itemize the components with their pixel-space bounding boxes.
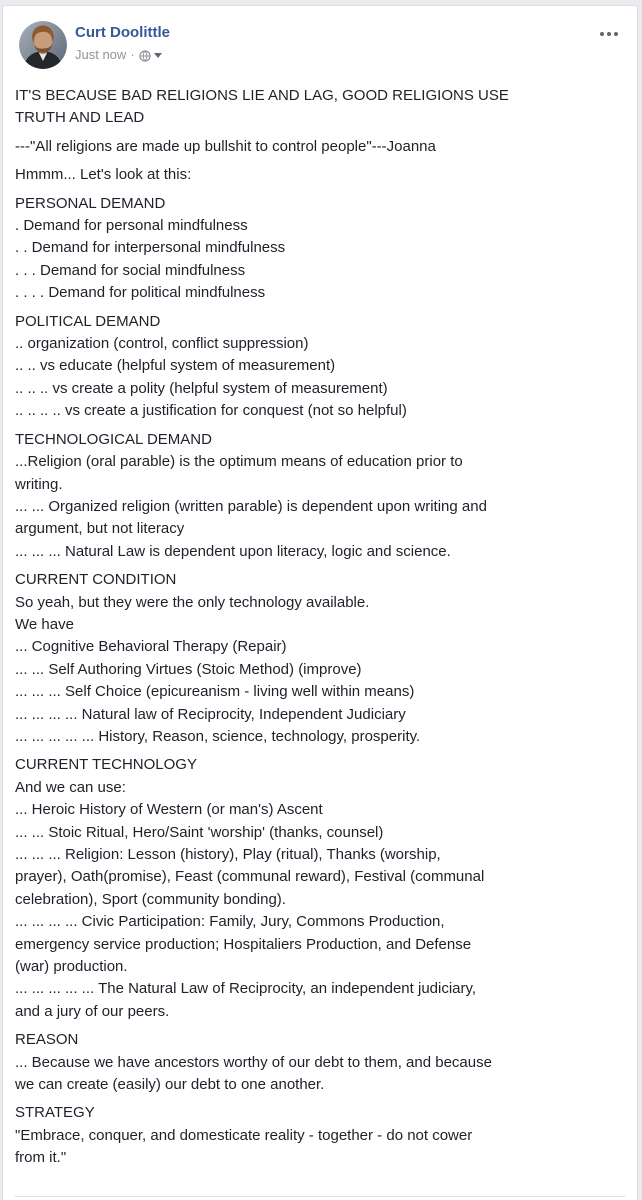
post-paragraph	[15, 1102, 624, 1169]
timestamp-link[interactable]: Just now	[75, 47, 127, 62]
post-line: . . Demand for interpersonal mindfulness	[15, 239, 286, 257]
post-line: from it."	[15, 1149, 67, 1167]
post-line: ... ... ... Natural Law is dependent upon literacy, logic and science.	[15, 542, 451, 560]
post-body	[3, 69, 637, 1170]
post-paragraph	[15, 136, 624, 158]
post-header	[3, 6, 637, 69]
post-line: (war) production.	[15, 958, 128, 976]
post-line: So yeah, but they were the only technology available.	[15, 593, 370, 611]
post-line: ... ... ... ... ... The Natural Law of Reciprocity, an independent judiciary,	[15, 980, 477, 998]
post-line: argument, but not literacy	[15, 520, 185, 538]
post-paragraph	[15, 569, 624, 748]
post-divider	[15, 1196, 625, 1197]
post-paragraph	[15, 429, 624, 563]
post-line: ... ... ... Self Choice (epicureanism - living well within means)	[15, 683, 415, 701]
post-line: And we can use:	[15, 778, 126, 796]
post-meta	[75, 46, 170, 63]
meta-separator: ·	[130, 47, 135, 62]
post-line: .. organization (control, conflict suppression)	[15, 335, 309, 353]
globe-icon	[139, 50, 151, 62]
post-line: ... ... ... ... Natural law of Reciprocity, Independent Judiciary	[15, 705, 406, 723]
post-line: ... ... Stoic Ritual, Hero/Saint 'worship' (thanks, counsel)	[15, 823, 384, 841]
post-line: ---"All religions are made up bullshit to control people"---Joanna	[15, 137, 436, 155]
ellipsis-icon[interactable]	[596, 28, 622, 40]
post-line: .. .. vs educate (helpful system of measurement)	[15, 357, 336, 375]
post-line: .. .. .. vs create a polity (helpful system of measurement)	[15, 379, 388, 397]
post-line: POLITICAL DEMAND	[15, 312, 161, 330]
post-line: STRATEGY	[15, 1104, 95, 1122]
post-line: and a jury of our peers.	[15, 1002, 170, 1020]
avatar[interactable]	[19, 21, 67, 69]
post-line: REASON	[15, 1031, 79, 1049]
post-paragraph	[15, 311, 624, 423]
post-line: ... Cognitive Behavioral Therapy (Repair)	[15, 638, 287, 656]
post-line: writing.	[15, 475, 63, 493]
post-line: ... ... ... ... Civic Participation: Family, Jury, Commons Production,	[15, 913, 445, 931]
post-line: .. .. .. .. vs create a justification for conquest (not so helpful)	[15, 402, 407, 420]
post-line: IT'S BECAUSE BAD RELIGIONS LIE AND LAG, GOOD RELIGIONS USE	[15, 87, 509, 104]
post-line: emergency service production; Hospitaliers Production, and Defense	[15, 935, 472, 953]
post-card	[2, 5, 638, 1200]
audience-selector[interactable]	[139, 49, 162, 61]
post-line: ... ... ... Religion: Lesson (history), Play (ritual), Thanks (worship,	[15, 846, 441, 863]
post-line: TRUTH AND LEAD	[15, 109, 145, 127]
header-text	[75, 21, 170, 69]
post-line: ... ... Self Authoring Virtues (Stoic Method) (improve)	[15, 660, 362, 678]
post-line: "Embrace, conquer, and domesticate reality - together - do not cower	[15, 1126, 473, 1144]
post-line: Hmmm... Let's look at this:	[15, 166, 192, 184]
post-line: We have	[15, 615, 74, 633]
author-link[interactable]: Curt Doolittle	[75, 24, 170, 41]
post-line: CURRENT CONDITION	[15, 571, 177, 589]
post-paragraph	[15, 164, 624, 186]
post-line: . Demand for personal mindfulness	[15, 217, 248, 235]
post-line: prayer), Oath(promise), Feast (communal reward), Festival (communal	[15, 868, 485, 886]
avatar-image	[19, 21, 67, 69]
post-line: PERSONAL DEMAND	[15, 194, 166, 212]
post-paragraph	[15, 193, 624, 305]
post-line: . . . Demand for social mindfulness	[15, 261, 246, 279]
post-line: ... Heroic History of Western (or man's) Ascent	[15, 801, 323, 819]
post-line: . . . . Demand for political mindfulness	[15, 284, 266, 302]
post-line: ...Religion (oral parable) is the optimum means of education prior to	[15, 453, 463, 471]
post-line: ... ... ... ... ... History, Reason, science, technology, prosperity.	[15, 727, 421, 745]
caret-down-icon	[154, 53, 162, 58]
post-line: we can create (easily) our debt to one another.	[15, 1076, 325, 1094]
post-line: ... ... Organized religion (written parable) is dependent upon writing and	[15, 497, 487, 515]
post-paragraph	[15, 754, 624, 1023]
post-line: celebration), Sport (community bonding).	[15, 890, 286, 908]
post-line: ... Because we have ancestors worthy of our debt to them, and because	[15, 1053, 492, 1071]
post-line: CURRENT TECHNOLOGY	[15, 756, 197, 774]
post-paragraph	[15, 1029, 624, 1096]
post-line: TECHNOLOGICAL DEMAND	[15, 430, 212, 448]
post-paragraph	[15, 85, 624, 130]
